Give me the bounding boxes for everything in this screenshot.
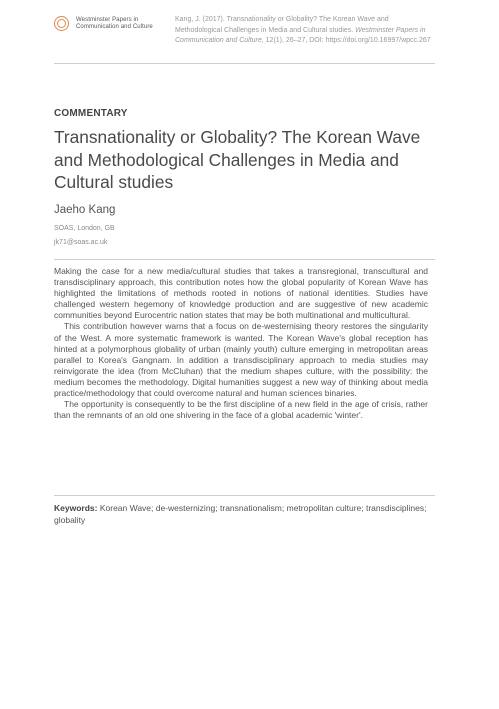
abstract-divider bbox=[54, 259, 435, 260]
journal-logo bbox=[54, 16, 153, 32]
logo-line-2: Communication and Culture bbox=[76, 24, 153, 30]
section-label: COMMENTARY bbox=[54, 108, 128, 119]
citation-suffix[interactable]: , 12(1), 26–27, DOI: https://doi.org/10.16997/wpcc.267 bbox=[261, 37, 431, 44]
journal-logo-icon bbox=[54, 16, 70, 32]
header-divider bbox=[54, 63, 435, 64]
keywords bbox=[54, 503, 428, 526]
logo-line-1: Westminster Papers in bbox=[76, 17, 139, 23]
keywords-label: Keywords: bbox=[54, 503, 98, 513]
author-details bbox=[54, 222, 115, 250]
citation bbox=[175, 15, 433, 47]
abstract-paragraph: Making the case for a new media/cultural studies that takes a transregional, transcultural and transdisciplinary approach, this contribution notes how the global popularity of Korean Wave has highlighted the limitations of methods rooted in notions of national identities. Studies have challenged western hegemony of knowledge production and are suggestive of new academic communities beyond Eurocentric nation states that may be both multinational and multicultural. bbox=[54, 266, 428, 321]
citation-prefix: Kang, J. (2017). Transnationality or Globality? The Korean Wave and Methodological Challenges in Media and Cultural studies. bbox=[175, 16, 389, 34]
citation-journal: Westminster Papers in Communication and Culture bbox=[175, 26, 426, 44]
abstract-paragraph: This contribution however warns that a focus on de-westernising theory restores the singularity of the West. A more systematic framework is wanted. The Korean Wave's global reception has hinted at a polymorphous globality of urban (mainly youth) culture emerging in metropolitan areas parallel to Korea's Gangnam. In addition a transdisciplinary approach to media studies may reinvigorate the idea (from McCluhan) that the medium shapes culture, with the possibility: the medium becomes the methodology. Digital humanities suggest a new way of thinking about media practice/methodology that could overcome natural and human sciences binaries. bbox=[54, 321, 428, 399]
author-name: Jaeho Kang bbox=[54, 204, 116, 216]
keywords-text: Korean Wave; de-westernizing; transnationalism; metropolitan culture; transdisciplines; globality bbox=[54, 503, 427, 525]
keywords-divider bbox=[54, 495, 435, 496]
author-affiliation: SOAS, London, GB bbox=[54, 225, 115, 232]
abstract bbox=[54, 266, 428, 421]
journal-logo-text bbox=[76, 17, 153, 31]
author-email[interactable]: jk71@soas.ac.uk bbox=[54, 239, 108, 246]
abstract-paragraph: The opportunity is consequently to be the first discipline of a new field in the age of crisis, rather than the remnants of an old one shivering in the face of a global academic 'winter'. bbox=[54, 399, 428, 421]
article-title: Transnationality or Globality? The Korean Wave and Methodological Challenges in Media and Cultural studies bbox=[54, 127, 421, 192]
